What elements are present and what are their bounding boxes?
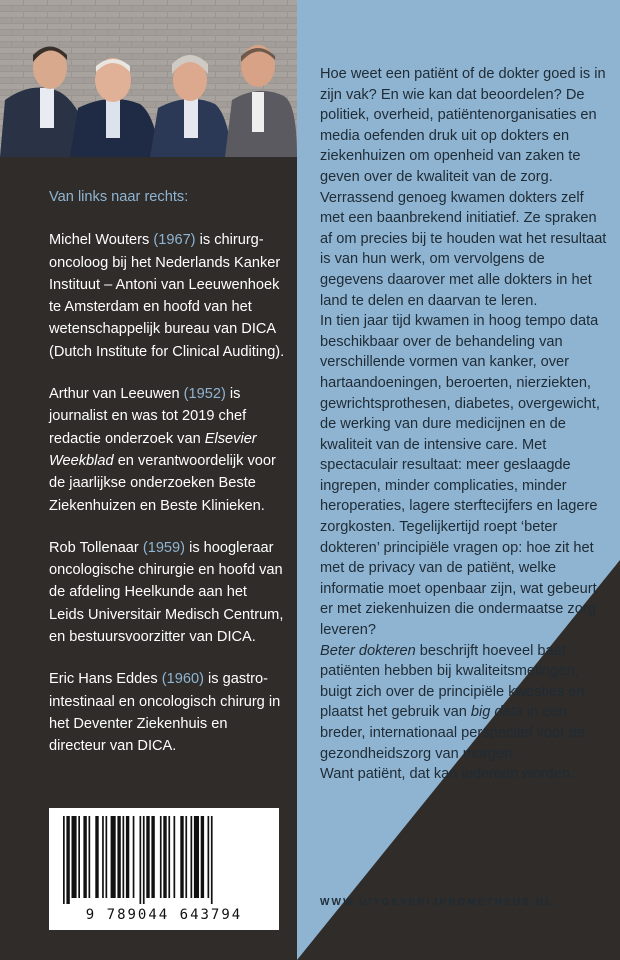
author-bios [49,186,285,778]
barcode-bar [143,816,145,904]
barcode-bar [191,816,193,898]
author-bio-text: is hoogleraar oncologische chirurgie en hoofd van de afdeling Heelkunde aan het Leids Universitair Medisch Centrum, en bestuursvoorzitter van DICA. [49,539,284,646]
barcode-bar [89,816,91,898]
author-name: Eric Hans Eddes [49,671,162,688]
barcode-bar [102,816,104,898]
author-name: Michel Wouters [49,232,154,249]
barcode-bar [83,816,86,898]
barcode-bar [140,816,142,904]
barcode-bar [208,816,210,898]
barcode-bars [59,816,269,904]
author-bio [49,668,285,757]
barcode-bar [163,816,166,898]
author-bio [49,383,285,517]
barcode-bar [111,816,116,898]
blurb-text-run: In tien jaar tijd kwamen in hoog tempo data beschikbaar over de behandeling van verschillende vormen van kanker, over hartaandoeningen, beroerten, nierziekten, gewrichtsprothesen, diabetes, overgewicht, de werking van dure medicijnen en de kwaliteit van de intensive care. Met spectaculair resultaat: meer geslaagde ingrepen, minder complicaties, minder heroperaties, lagere sterftecijfers en lagere zorgkosten. Tegelijkertijd roept ‘beter dokteren’ principiële vragen op: hoe zit het met de privacy van de patiënt, welke informatie moet openbaar zijn, wat gebeurt er met ziekenhuizen die ondermaatse zorg leveren? [320,313,600,639]
barcode-bar [78,816,80,898]
barcode-digits: 9 789044 643794 [85,907,243,923]
author-name: Arthur van Leeuwen [49,386,184,403]
barcode-bar [106,816,108,898]
blurb-text-run: Hoe weet een patiënt of de dokter goed is in zijn vak? En wie kan dat beoordelen? De politiek, overheid, patiëntenorganisaties en media oefenden druk uit op dokters en ziekenhuizen om openheid van zaken te geven over de kwaliteit van de zorg. Verrassend genoeg kwamen dokters zelf met een baanbrekend initiatief. Ze spraken af om precies bij te houden wat het resultaat is van hun werk, om vervolgens de gegevens daarover met alle dokters in het land te delen en daarvan te leren. [320,66,607,309]
barcode-bar [185,816,187,898]
barcode-bar [133,816,135,898]
isbn-barcode [49,808,279,930]
barcode-bar [66,816,69,904]
author-bio [49,229,285,363]
author-bio-text: is chirurg-oncoloog bij het Nederlands Kanker Instituut – Antoni van Leeuwenhoek te Amsterdam en hoofd van het wetenschappelijk bureau van DICA (Dutch Institute for Clinical Auditing). [49,232,285,360]
barcode-bar [117,816,120,898]
author-birth-year: (1952) [183,386,226,403]
blurb-text [320,64,610,785]
barcode-bar [201,816,204,898]
bio-list [49,229,285,757]
barcode-bar [63,816,65,904]
publisher-url[interactable]: WWW.UITGEVERIJPROMETHEUS.NL [320,897,554,908]
author-bio-text: is journalist en was tot 2019 chef redactie onderzoek van [49,386,247,447]
barcode-bar [146,816,149,898]
left-column [0,0,297,960]
barcode-bar [160,816,162,898]
barcode-bar [168,816,170,898]
barcode-bar [194,816,199,898]
blurb-text-run: Want patiënt, dat kan iedereen worden. [320,766,575,783]
author-bio-text: Elsevier Weekblad [49,430,257,469]
barcode-bar [174,816,176,898]
blurb-text-run: in een breder, internationaal perspectief voor de gezondheidszorg van morgen. [320,704,586,762]
barcode-bar [72,816,77,898]
author-bio-text: is gastro-intestinaal en oncologisch chirurg in het Deventer Ziekenhuis en directeur van DICA. [49,671,281,755]
barcode-bar [126,816,129,898]
author-birth-year: (1960) [161,671,204,688]
blurb-paragraph [320,311,610,641]
blurb-italic-text: big data [470,704,523,721]
blurb-paragraph [320,641,610,765]
barcode-bar [95,816,98,898]
blurb-italic-text: Beter dokteren [320,642,416,659]
blurb-text-run: beschrijft hoeveel baat patiënten hebben bij kwaliteitsmetingen, buigt zich over de principiële kwesties en plaatst het gebruik van [320,642,585,721]
barcode-bar [180,816,183,898]
barcode-bar [151,816,154,898]
author-bio [49,537,285,648]
barcode-bar [211,816,213,904]
blurb-paragraph [320,764,610,785]
barcode-bar [123,816,125,898]
bios-intro: Van links naar rechts: [49,189,189,205]
author-birth-year: (1959) [142,539,186,556]
author-name: Rob Tollenaar [49,539,143,556]
author-birth-year: (1967) [153,232,196,249]
authors-photo [0,0,297,157]
blurb-paragraph [320,64,610,311]
author-bio-text: en verantwoordelijk voor de jaarlijkse onderzoeken Beste Ziekenhuizen en Beste Klinieken. [49,452,276,514]
